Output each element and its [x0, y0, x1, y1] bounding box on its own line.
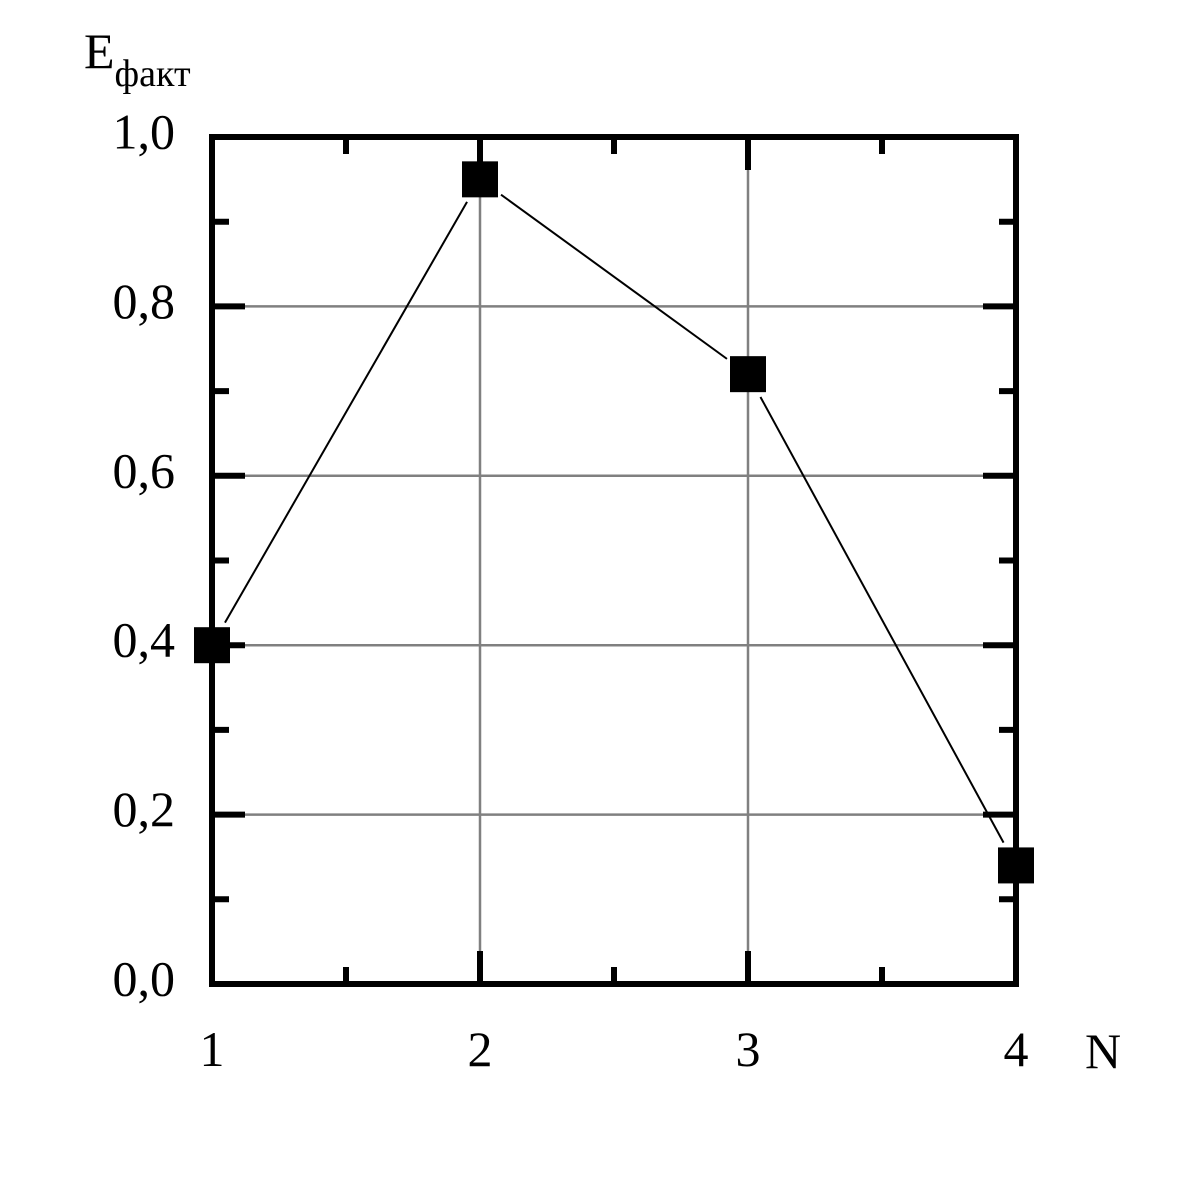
data-point-marker	[730, 356, 766, 392]
data-point-marker	[194, 627, 230, 663]
series-markers	[194, 161, 1034, 883]
series-line-segment	[501, 195, 727, 359]
y-tick-label: 0,8	[112, 272, 175, 329]
y-tick-label: 0,0	[112, 950, 175, 1007]
data-point-marker	[998, 847, 1034, 883]
y-tick-label: 0,6	[112, 442, 175, 499]
plot-frame	[212, 137, 1016, 984]
y-tick-label: 0,2	[112, 781, 175, 838]
y-tick-label: 1,0	[112, 103, 175, 160]
x-tick-labels	[200, 1021, 1029, 1077]
x-tick-label: 1	[199, 1021, 225, 1077]
y-axis-title-main: E	[84, 23, 115, 79]
series-line-segment	[760, 397, 1003, 843]
grid-lines	[212, 137, 1016, 984]
data-point-marker	[462, 161, 498, 197]
x-axis-title: N	[1085, 1023, 1122, 1079]
x-tick-label: 4	[1003, 1021, 1029, 1077]
series-line-segment	[225, 202, 467, 623]
y-tick-labels	[113, 103, 176, 1006]
series-line	[225, 195, 1004, 843]
x-tick-label: 2	[467, 1021, 493, 1077]
y-axis-title	[84, 23, 191, 95]
axis-ticks	[212, 137, 1016, 984]
y-axis-title-subscript: факт	[114, 53, 191, 95]
x-tick-label: 3	[735, 1021, 761, 1077]
y-tick-label: 0,4	[112, 611, 175, 668]
